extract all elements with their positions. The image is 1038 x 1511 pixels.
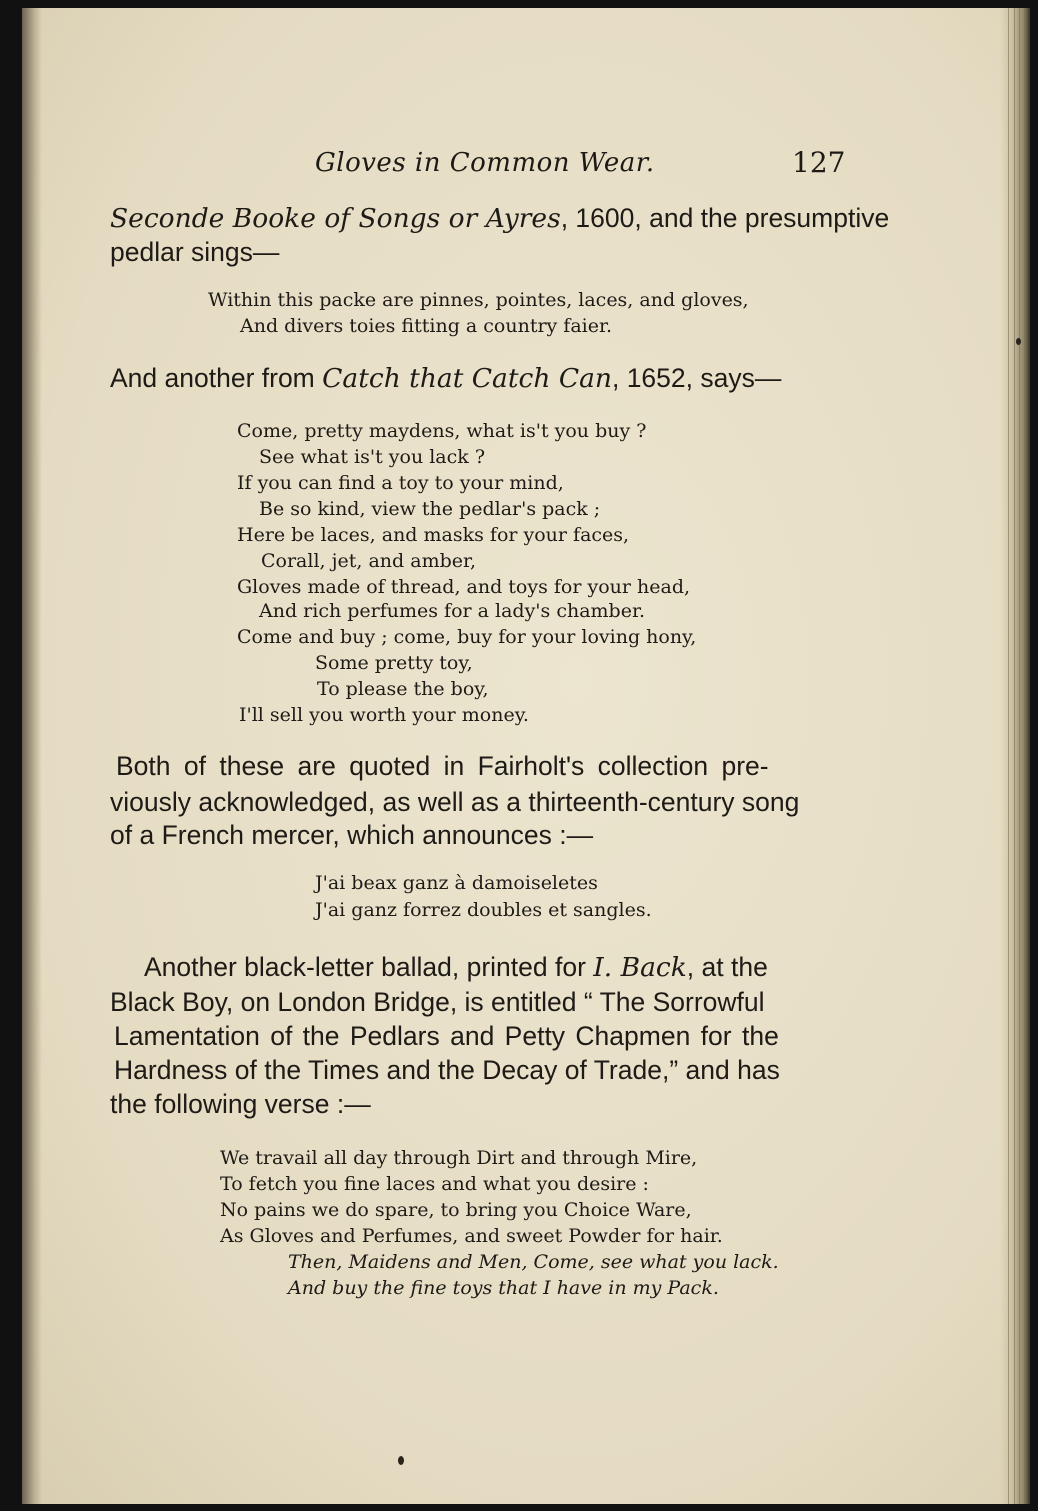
verse-4-refrain-1: Then, Maidens and Men, Come, see what you lack. bbox=[288, 1251, 779, 1273]
paragraph-2 bbox=[110, 363, 781, 394]
verse-3-line-1: J'ai beax ganz à damoiseletes bbox=[315, 872, 598, 894]
verse-2-line-3: If you can find a toy to your mind, bbox=[237, 472, 564, 494]
paragraph-3-line-2: viously acknowledged, as well as a thirteenth-century song bbox=[110, 787, 800, 817]
verse-4-refrain-2: And buy the fine toys that I have in my Pack. bbox=[288, 1277, 719, 1299]
paragraph-1-line-1 bbox=[110, 203, 889, 234]
verse-3-line-2: J'ai ganz forrez doubles et sangles. bbox=[315, 899, 652, 921]
paragraph-4-line-5: the following verse :— bbox=[110, 1089, 371, 1119]
paragraph-4-line-3: Lamentation of the Pedlars and Petty Chapmen for the bbox=[114, 1021, 779, 1051]
spine-shadow bbox=[22, 8, 42, 1504]
printer-name: I. Back bbox=[593, 952, 687, 983]
verse-1-line-2: And divers toies fitting a country faier. bbox=[240, 315, 613, 337]
verse-1-line-1: Within this packe are pinnes, pointes, laces, and gloves, bbox=[208, 289, 749, 311]
paragraph-1-line-2: pedlar sings— bbox=[110, 237, 280, 267]
book-title: Catch that Catch Can bbox=[322, 363, 612, 394]
verse-2-line-7: Gloves made of thread, and toys for your head, bbox=[237, 576, 691, 598]
paragraph-3-line-1: Both of these are quoted in Fairholt's collection pre- bbox=[116, 751, 769, 781]
book-title: Seconde Booke of Songs or Ayres bbox=[110, 203, 561, 234]
verse-2-line-5: Here be laces, and masks for your faces, bbox=[237, 524, 630, 546]
page-number: 127 bbox=[792, 146, 846, 179]
verse-4-line-3: No pains we do spare, to bring you Choice Ware, bbox=[220, 1199, 692, 1221]
paragraph-4-line-4: Hardness of the Times and the Decay of Trade,” and has bbox=[114, 1055, 780, 1085]
verse-2-line-11: To please the boy, bbox=[317, 678, 489, 700]
verse-4-line-4: As Gloves and Perfumes, and sweet Powder for hair. bbox=[220, 1225, 723, 1247]
verse-2-line-1: Come, pretty maydens, what is't you buy ? bbox=[237, 420, 647, 442]
verse-4-line-1: We travail all day through Dirt and through Mire, bbox=[220, 1147, 698, 1169]
text-run: Another black-letter ballad, printed for bbox=[144, 952, 594, 982]
text-run: , 1652, says— bbox=[611, 363, 782, 393]
ink-spot bbox=[1016, 338, 1021, 345]
verse-2-line-9: Come and buy ; come, buy for your loving hony, bbox=[237, 626, 697, 648]
paragraph-4-line-1 bbox=[144, 952, 768, 983]
verse-2-line-8: And rich perfumes for a lady's chamber. bbox=[259, 600, 645, 622]
verse-2-line-6: Corall, jet, and amber, bbox=[261, 550, 477, 572]
verse-4-line-2: To fetch you fine laces and what you desire : bbox=[220, 1173, 649, 1195]
text-run: , 1600, and the presumptive bbox=[560, 203, 890, 233]
ink-spot bbox=[398, 1456, 404, 1465]
running-header: Gloves in Common Wear. bbox=[315, 148, 655, 178]
text-run: And another from bbox=[110, 363, 323, 393]
verse-2-line-4: Be so kind, view the pedlar's pack ; bbox=[259, 498, 601, 520]
paragraph-3-line-3: of a French mercer, which announces :— bbox=[110, 820, 594, 850]
paragraph-4-line-2: Black Boy, on London Bridge, is entitled “ The Sorrowful bbox=[110, 987, 765, 1017]
page-edge bbox=[1000, 8, 1030, 1504]
verse-2-line-12: I'll sell you worth your money. bbox=[239, 704, 529, 726]
verse-2-line-2: See what is't you lack ? bbox=[259, 446, 486, 468]
verse-2-line-10: Some pretty toy, bbox=[315, 652, 473, 674]
text-run: , at the bbox=[686, 952, 768, 982]
book-page bbox=[22, 8, 1030, 1504]
